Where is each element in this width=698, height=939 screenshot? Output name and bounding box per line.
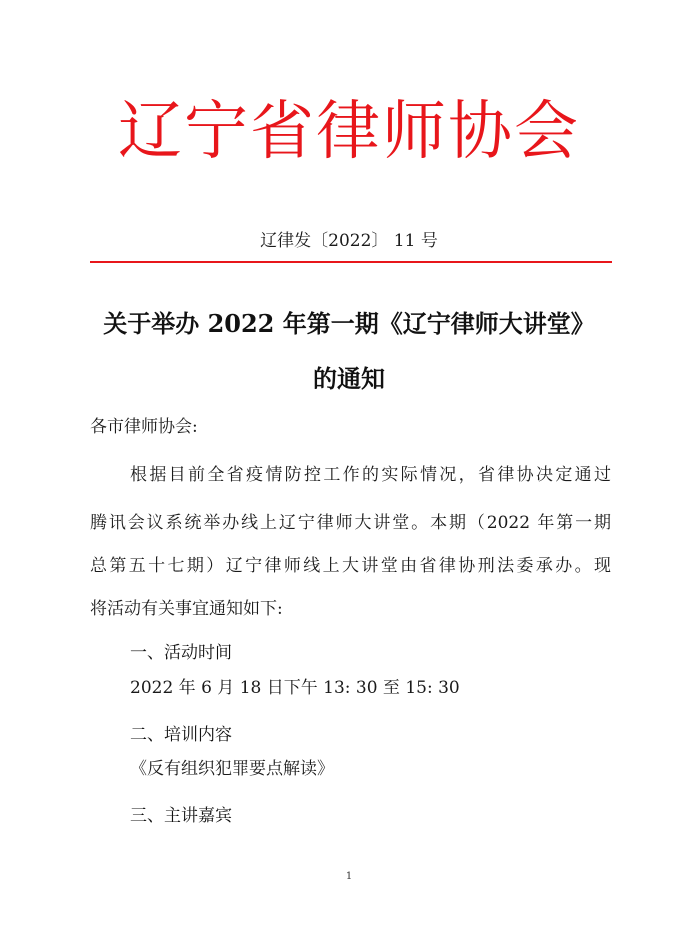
section-heading-speaker: 三、主讲嘉宾	[130, 806, 232, 826]
organization-letterhead: 辽宁省律师协会	[118, 95, 580, 169]
page-number: 1	[345, 871, 353, 882]
paragraph-line: 将活动有关事宜通知如下:	[90, 599, 283, 619]
paragraph-line: 总第五十七期）辽宁律师线上大讲堂由省律协刑法委承办。现	[90, 556, 611, 576]
salutation: 各市律师协会:	[90, 417, 198, 437]
section-content-time: 2022 年 6 月 18 日下午 13: 30 至 15: 30	[130, 678, 460, 698]
document-title-line-1: 关于举办 2022 年第一期《辽宁律师大讲堂》	[103, 309, 595, 338]
document-title-line-2: 的通知	[313, 364, 385, 393]
document-number: 辽律发〔2022〕 11 号	[260, 231, 438, 251]
paragraph-line: 根据目前全省疫情防控工作的实际情况，省律协决定通过	[130, 465, 611, 485]
section-heading-time: 一、活动时间	[130, 643, 232, 663]
section-heading-content: 二、培训内容	[130, 725, 232, 745]
paragraph-line: 腾讯会议系统举办线上辽宁律师大讲堂。本期（2022 年第一期	[90, 513, 611, 533]
red-divider-line	[90, 261, 612, 263]
section-content-topic: 《反有组织犯罪要点解读》	[130, 759, 334, 779]
